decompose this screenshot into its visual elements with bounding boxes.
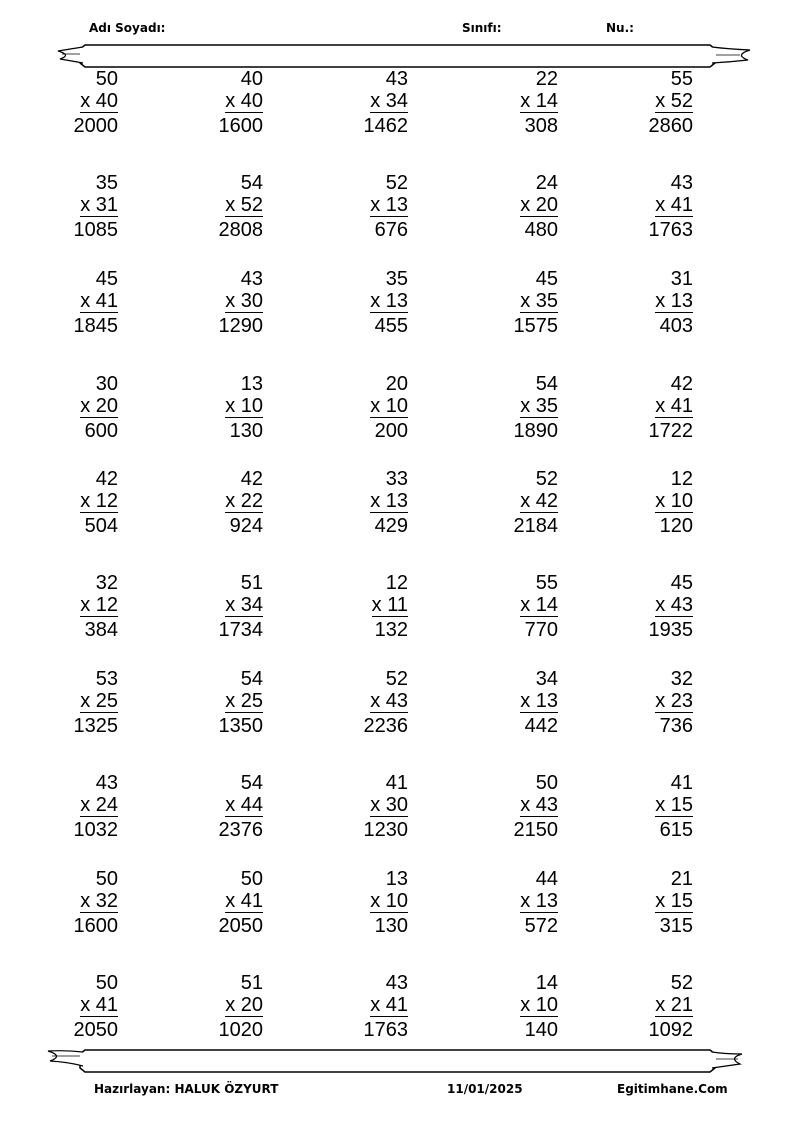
product: 2050: [73, 1019, 118, 1041]
multiplier: x 10: [520, 994, 558, 1016]
multiplicand: 33: [385, 468, 408, 490]
multiplier: x 20: [80, 395, 118, 417]
class-label: Sınıfı:: [462, 21, 502, 35]
multiplicand: 43: [385, 68, 408, 90]
multiplication-problem: [183, 572, 263, 641]
product: 2376: [218, 819, 263, 841]
multiplicand: 44: [535, 868, 558, 890]
multiplication-problem: [38, 172, 118, 241]
multiplication-problem: [183, 668, 263, 737]
multiplier: x 41: [370, 994, 408, 1016]
multiplier: x 40: [225, 90, 263, 112]
multiplicand: 42: [95, 468, 118, 490]
multiplicand: 52: [385, 172, 408, 194]
multiplicand: 43: [385, 972, 408, 994]
bottom-scroll-banner: [0, 1040, 794, 1080]
product: 1763: [363, 1019, 408, 1041]
multiplicand: 52: [670, 972, 693, 994]
multiplier: x 13: [370, 290, 408, 312]
multiplicand: 51: [240, 572, 263, 594]
multiplier: x 10: [370, 395, 408, 417]
multiplier: x 14: [520, 90, 558, 112]
product: 1230: [363, 819, 408, 841]
multiplicand: 41: [385, 772, 408, 794]
multiplier: x 15: [655, 890, 693, 912]
multiplication-problem: [328, 772, 408, 841]
multiplication-problem: [38, 68, 118, 137]
multiplier: x 10: [655, 490, 693, 512]
multiplication-problem: [478, 373, 558, 442]
multiplication-problem: [478, 68, 558, 137]
product: 2050: [218, 915, 263, 937]
multiplication-problem: [328, 668, 408, 737]
product: 676: [374, 219, 408, 241]
multiplicand: 32: [670, 668, 693, 690]
multiplier: x 13: [520, 890, 558, 912]
multiplication-problem: [328, 572, 408, 641]
multiplication-problem: [478, 772, 558, 841]
multiplicand: 35: [95, 172, 118, 194]
product: 1600: [73, 915, 118, 937]
multiplication-problem: [478, 172, 558, 241]
multiplication-problem: [183, 468, 263, 537]
date-label: 11/01/2025: [447, 1082, 523, 1096]
multiplicand: 31: [670, 268, 693, 290]
multiplicand: 50: [240, 868, 263, 890]
multiplication-problem: [328, 972, 408, 1041]
multiplier: x 34: [370, 90, 408, 112]
product: 1763: [648, 219, 693, 241]
multiplier: x 52: [655, 90, 693, 112]
name-label: Adı Soyadı:: [89, 21, 166, 35]
multiplicand: 14: [535, 972, 558, 994]
product: 1845: [73, 315, 118, 337]
multiplier: x 30: [225, 290, 263, 312]
multiplication-problem: [613, 772, 693, 841]
multiplicand: 54: [240, 668, 263, 690]
multiplicand: 20: [385, 373, 408, 395]
multiplicand: 52: [385, 668, 408, 690]
product: 770: [524, 619, 558, 641]
multiplier: x 41: [80, 994, 118, 1016]
product: 384: [84, 619, 118, 641]
multiplier: x 41: [655, 395, 693, 417]
multiplier: x 35: [520, 395, 558, 417]
product: 2150: [513, 819, 558, 841]
product: 2000: [73, 115, 118, 137]
product: 2236: [363, 715, 408, 737]
multiplicand: 40: [240, 68, 263, 90]
multiplier: x 23: [655, 690, 693, 712]
product: 130: [374, 915, 408, 937]
multiplication-problem: [613, 68, 693, 137]
multiplicand: 43: [670, 172, 693, 194]
multiplicand: 42: [670, 373, 693, 395]
multiplier: x 42: [520, 490, 558, 512]
multiplicand: 34: [535, 668, 558, 690]
multiplicand: 52: [535, 468, 558, 490]
multiplication-problem: [183, 868, 263, 937]
multiplier: x 40: [80, 90, 118, 112]
product: 429: [374, 515, 408, 537]
multiplication-problem: [328, 172, 408, 241]
multiplier: x 43: [655, 594, 693, 616]
multiplication-problem: [183, 772, 263, 841]
multiplicand: 35: [385, 268, 408, 290]
multiplier: x 32: [80, 890, 118, 912]
product: 140: [524, 1019, 558, 1041]
multiplication-problem: [38, 972, 118, 1041]
product: 308: [524, 115, 558, 137]
multiplicand: 55: [535, 572, 558, 594]
multiplication-problem: [328, 868, 408, 937]
product: 1092: [648, 1019, 693, 1041]
multiplicand: 45: [670, 572, 693, 594]
multiplication-problem: [613, 172, 693, 241]
product: 2808: [218, 219, 263, 241]
multiplier: x 13: [655, 290, 693, 312]
multiplication-problem: [38, 868, 118, 937]
multiplication-problem: [328, 68, 408, 137]
multiplicand: 54: [240, 772, 263, 794]
multiplier: x 10: [370, 890, 408, 912]
product: 615: [659, 819, 693, 841]
product: 504: [84, 515, 118, 537]
multiplier: x 25: [80, 690, 118, 712]
multiplication-problem: [38, 772, 118, 841]
number-label: Nu.:: [606, 21, 634, 35]
multiplier: x 24: [80, 794, 118, 816]
multiplication-problem: [183, 68, 263, 137]
product: 480: [524, 219, 558, 241]
multiplication-problem: [38, 668, 118, 737]
multiplication-problem: [613, 972, 693, 1041]
product: 1032: [73, 819, 118, 841]
multiplication-problem: [478, 268, 558, 337]
product: 600: [84, 420, 118, 442]
multiplicand: 51: [240, 972, 263, 994]
multiplicand: 22: [535, 68, 558, 90]
multiplication-problem: [183, 268, 263, 337]
product: 132: [374, 619, 408, 641]
multiplier: x 41: [655, 194, 693, 216]
multiplicand: 50: [95, 972, 118, 994]
multiplicand: 54: [240, 172, 263, 194]
multiplier: x 13: [370, 490, 408, 512]
product: 1020: [218, 1019, 263, 1041]
multiplication-problem: [183, 373, 263, 442]
multiplicand: 42: [240, 468, 263, 490]
multiplicand: 50: [95, 868, 118, 890]
multiplication-problem: [183, 972, 263, 1041]
multiplier: x 41: [80, 290, 118, 312]
multiplication-problem: [613, 468, 693, 537]
multiplier: x 14: [520, 594, 558, 616]
multiplier: x 34: [225, 594, 263, 616]
multiplier: x 31: [80, 194, 118, 216]
multiplication-problem: [613, 572, 693, 641]
multiplication-problem: [478, 572, 558, 641]
multiplicand: 43: [240, 268, 263, 290]
product: 1085: [73, 219, 118, 241]
multiplication-problem: [478, 868, 558, 937]
multiplication-problem: [183, 172, 263, 241]
product: 1734: [218, 619, 263, 641]
multiplication-problem: [38, 268, 118, 337]
multiplier: x 11: [371, 594, 408, 616]
multiplicand: 13: [385, 868, 408, 890]
multiplication-problem: [613, 268, 693, 337]
multiplicand: 53: [95, 668, 118, 690]
multiplication-problem: [478, 668, 558, 737]
product: 315: [659, 915, 693, 937]
product: 403: [659, 315, 693, 337]
multiplier: x 10: [225, 395, 263, 417]
multiplier: x 44: [225, 794, 263, 816]
product: 442: [524, 715, 558, 737]
multiplicand: 41: [670, 772, 693, 794]
multiplication-problem: [478, 468, 558, 537]
multiplication-problem: [38, 373, 118, 442]
product: 455: [374, 315, 408, 337]
multiplicand: 55: [670, 68, 693, 90]
multiplier: x 12: [80, 594, 118, 616]
multiplication-problem: [38, 572, 118, 641]
product: 2860: [648, 115, 693, 137]
product: 1290: [218, 315, 263, 337]
multiplicand: 45: [535, 268, 558, 290]
product: 2184: [513, 515, 558, 537]
multiplicand: 50: [95, 68, 118, 90]
multiplier: x 52: [225, 194, 263, 216]
multiplier: x 13: [520, 690, 558, 712]
multiplicand: 12: [385, 572, 408, 594]
multiplication-problem: [613, 668, 693, 737]
product: 1600: [218, 115, 263, 137]
product: 1722: [648, 420, 693, 442]
product: 1890: [513, 420, 558, 442]
product: 736: [659, 715, 693, 737]
multiplier: x 41: [225, 890, 263, 912]
multiplicand: 24: [535, 172, 558, 194]
multiplier: x 12: [80, 490, 118, 512]
multiplicand: 12: [670, 468, 693, 490]
multiplier: x 20: [225, 994, 263, 1016]
product: 200: [374, 420, 408, 442]
multiplication-problem: [328, 268, 408, 337]
product: 1575: [513, 315, 558, 337]
product: 572: [524, 915, 558, 937]
multiplication-problem: [38, 468, 118, 537]
product: 1325: [73, 715, 118, 737]
multiplier: x 43: [520, 794, 558, 816]
multiplicand: 13: [240, 373, 263, 395]
multiplier: x 25: [225, 690, 263, 712]
multiplicand: 30: [95, 373, 118, 395]
product: 120: [659, 515, 693, 537]
multiplicand: 32: [95, 572, 118, 594]
multiplication-problem: [328, 468, 408, 537]
multiplier: x 35: [520, 290, 558, 312]
multiplier: x 30: [370, 794, 408, 816]
product: 1462: [363, 115, 408, 137]
multiplication-problem: [478, 972, 558, 1041]
site-label: Egitimhane.Com: [617, 1082, 728, 1096]
multiplicand: 54: [535, 373, 558, 395]
multiplication-problem: [328, 373, 408, 442]
multiplication-problem: [613, 373, 693, 442]
multiplicand: 43: [95, 772, 118, 794]
product: 924: [229, 515, 263, 537]
multiplier: x 15: [655, 794, 693, 816]
multiplier: x 13: [370, 194, 408, 216]
author-label: Hazırlayan: HALUK ÖZYURT: [94, 1082, 279, 1096]
multiplication-problem: [613, 868, 693, 937]
multiplier: x 21: [655, 994, 693, 1016]
product: 1350: [218, 715, 263, 737]
product: 1935: [648, 619, 693, 641]
multiplier: x 43: [370, 690, 408, 712]
multiplier: x 20: [520, 194, 558, 216]
multiplicand: 21: [670, 868, 693, 890]
product: 130: [229, 420, 263, 442]
multiplicand: 50: [535, 772, 558, 794]
multiplier: x 22: [225, 490, 263, 512]
multiplicand: 45: [95, 268, 118, 290]
